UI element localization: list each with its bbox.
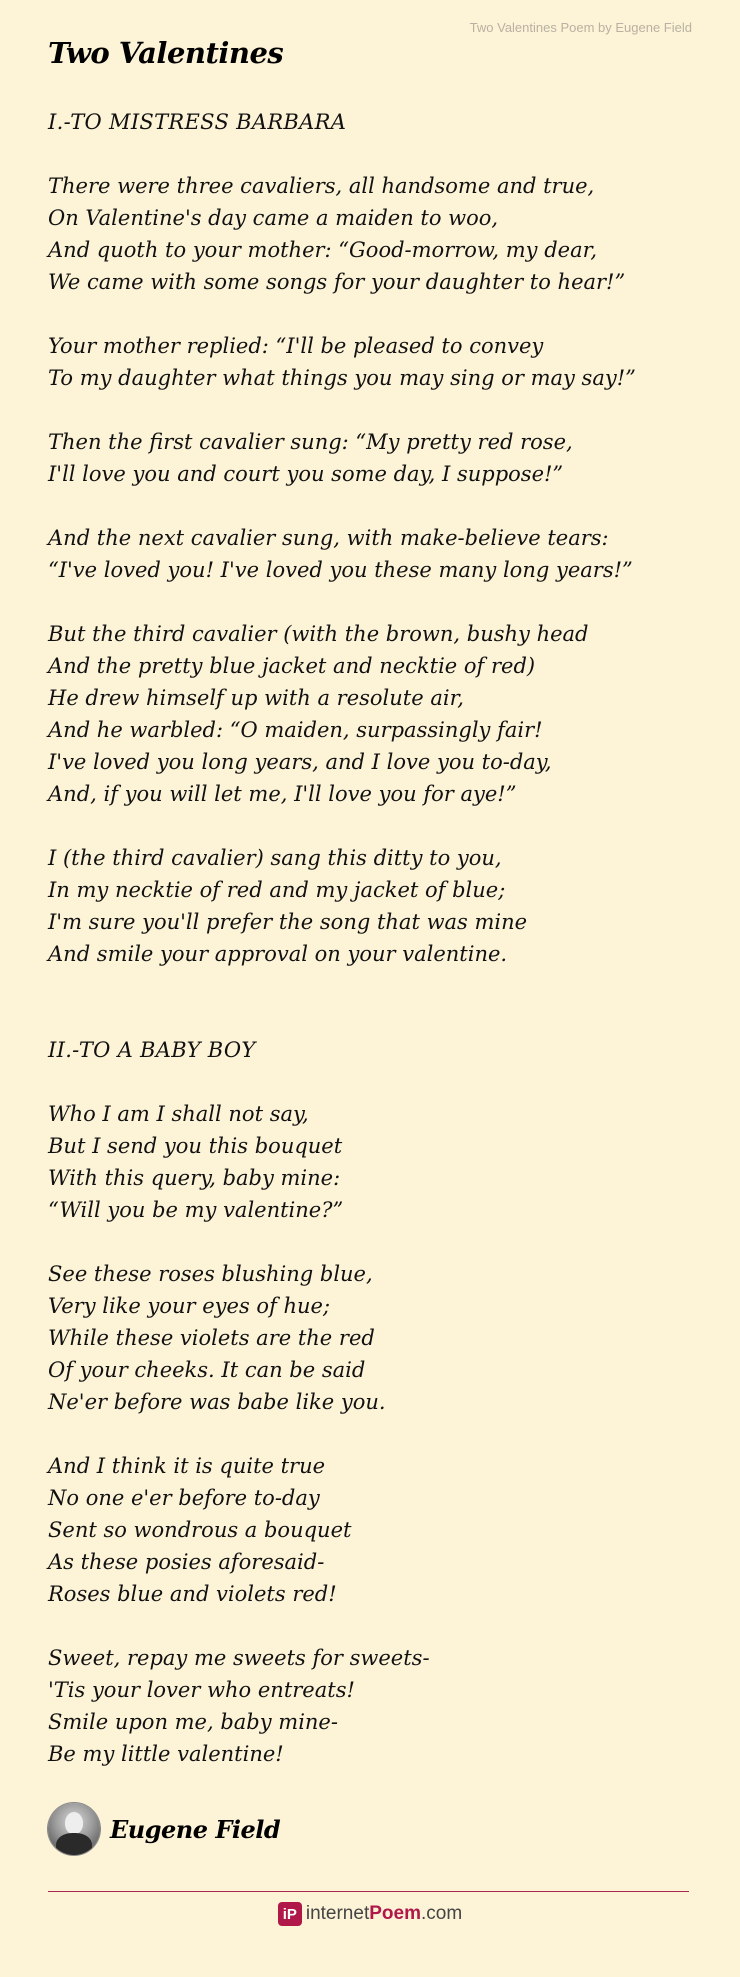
stanza-spacer [48, 1418, 688, 1450]
poem-body [48, 106, 688, 1770]
site-prefix: internet [305, 1903, 370, 1924]
poem-line: He drew himself up with a resolute air, [48, 686, 464, 710]
stanza [48, 330, 688, 394]
avatar-head-shape [65, 1812, 83, 1834]
author-block[interactable] [48, 1803, 280, 1855]
poem-line: As these posies aforesaid- [48, 1550, 325, 1574]
footer[interactable] [0, 1902, 740, 1926]
stanza-spacer [48, 1066, 688, 1098]
poem-line: We came with some songs for your daughter to hear!” [48, 270, 626, 294]
poem-line: But the third cavalier (with the brown, bushy head [48, 622, 589, 646]
poem-line: I (the third cavalier) sang this ditty to you, [48, 846, 502, 870]
author-avatar[interactable] [48, 1803, 100, 1855]
section-heading: I.-TO MISTRESS BARBARA [48, 110, 347, 134]
poem-line: There were three cavaliers, all handsome and true, [48, 174, 595, 198]
stanza-spacer [48, 138, 688, 170]
poem-line: Your mother replied: “I'll be pleased to convey [48, 334, 544, 358]
stanza-spacer [48, 298, 688, 330]
stanza [48, 426, 688, 490]
poem-line: And I think it is quite true [48, 1454, 326, 1478]
poem-line: On Valentine's day came a maiden to woo, [48, 206, 499, 230]
poem-line: Be my little valentine! [48, 1742, 284, 1766]
poem-line: To my daughter what things you may sing or may say!” [48, 366, 636, 390]
poem-line: In my necktie of red and my jacket of blue; [48, 878, 506, 902]
poem-line: I've loved you long years, and I love you to-day, [48, 750, 552, 774]
author-name[interactable]: Eugene Field [110, 1814, 281, 1844]
poem-line: And the next cavalier sung, with make-believe tears: [48, 526, 609, 550]
poem-line: And quoth to your mother: “Good-morrow, my dear, [48, 238, 597, 262]
poem-line: While these violets are the red [48, 1326, 375, 1350]
poem-line: With this query, baby mine: [48, 1166, 341, 1190]
stanza-spacer [48, 1226, 688, 1258]
poem-line: But I send you this bouquet [48, 1134, 343, 1158]
poem-line: Of your cheeks. It can be said [48, 1358, 366, 1382]
footer-divider [48, 1891, 689, 1892]
stanza-spacer [48, 1610, 688, 1642]
stanza [48, 1450, 688, 1610]
poem-line: I'm sure you'll prefer the song that was mine [48, 910, 528, 934]
poem-line: Very like your eyes of hue; [48, 1294, 331, 1318]
site-suffix: .com [420, 1903, 463, 1924]
poem-line: Sent so wondrous a bouquet [48, 1518, 352, 1542]
poem-line: Then the first cavalier sung: “My pretty red rose, [48, 430, 573, 454]
poem-credit: Two Valentines Poem by Eugene Field [469, 20, 692, 35]
poem-line: And, if you will let me, I'll love you for aye!” [48, 782, 517, 806]
poem-line: And the pretty blue jacket and necktie of red) [48, 654, 536, 678]
stanza-spacer [48, 586, 688, 618]
stanza-spacer [48, 394, 688, 426]
poem-line: “I've loved you! I've loved you these many long years!” [48, 558, 633, 582]
poem-line: Sweet, repay me sweets for sweets- [48, 1646, 430, 1670]
poem-line: See these roses blushing blue, [48, 1262, 373, 1286]
site-name-link[interactable] [306, 1903, 462, 1925]
stanza [48, 618, 688, 810]
poem-line: Smile upon me, baby mine- [48, 1710, 338, 1734]
stanza [48, 842, 688, 970]
avatar-body-shape [56, 1833, 92, 1855]
page-title: Two Valentines [48, 36, 284, 70]
stanza-spacer [48, 490, 688, 522]
poem-line: I'll love you and court you some day, I suppose!” [48, 462, 564, 486]
stanza-spacer [48, 810, 688, 842]
stanza [48, 170, 688, 298]
poem-line: 'Tis your lover who entreats! [48, 1678, 355, 1702]
section-heading: II.-TO A BABY BOY [48, 1038, 256, 1062]
poem-line: And he warbled: “O maiden, surpassingly fair! [48, 718, 543, 742]
poem-line: Who I am I shall not say, [48, 1102, 309, 1126]
stanza [48, 1098, 688, 1226]
section-spacer [48, 970, 688, 1034]
stanza [48, 1642, 688, 1770]
poem-line: And smile your approval on your valentine. [48, 942, 508, 966]
stanza [48, 1258, 688, 1418]
site-brand: Poem [369, 1903, 421, 1924]
poem-line: “Will you be my valentine?” [48, 1198, 344, 1222]
poem-line: No one e'er before to-day [48, 1486, 320, 1510]
poem-line: Roses blue and violets red! [48, 1582, 337, 1606]
stanza [48, 522, 688, 586]
site-logo-icon[interactable]: iP [278, 1902, 302, 1926]
poem-line: Ne'er before was babe like you. [48, 1390, 386, 1414]
